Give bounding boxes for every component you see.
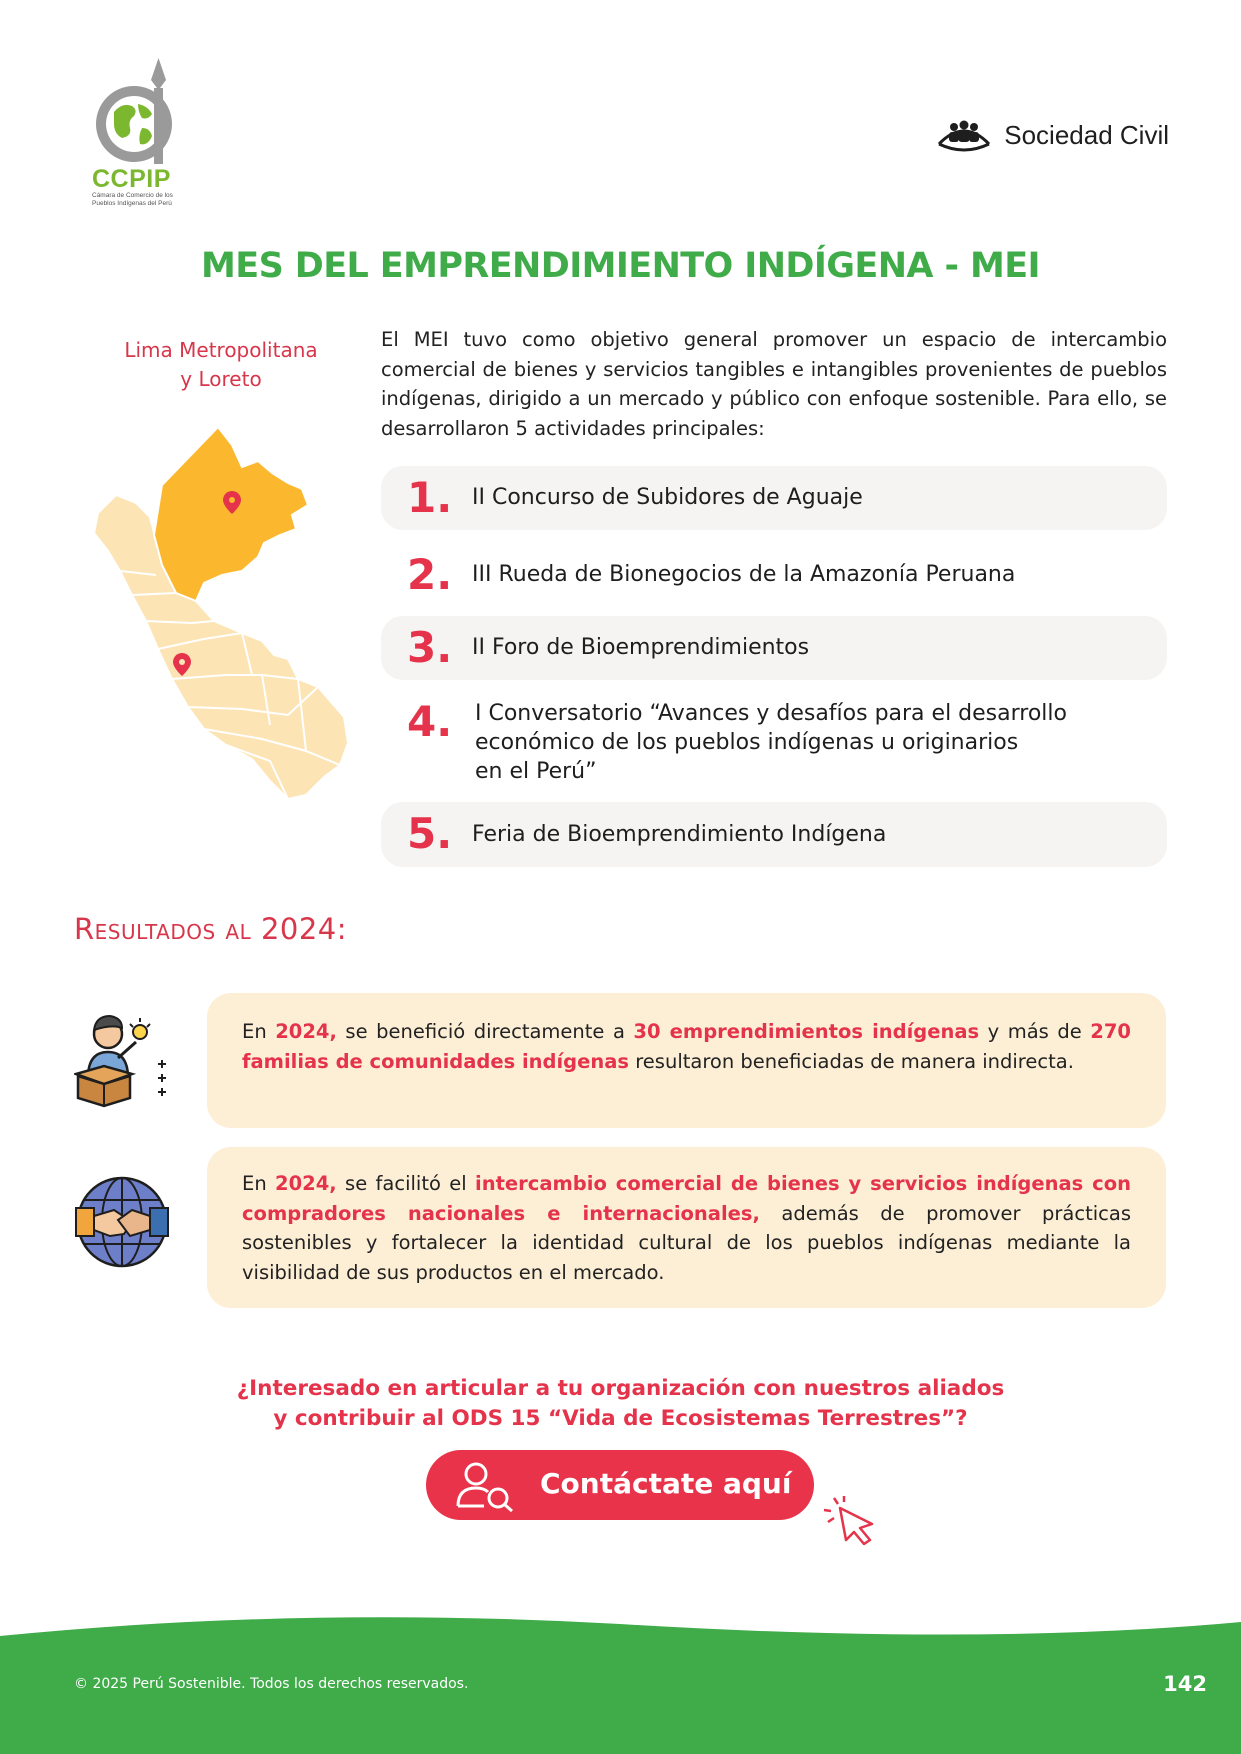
- activity-number: 2.: [407, 550, 453, 599]
- logo-subtitle-1: Cámara de Comercio de los: [92, 192, 173, 199]
- page-title: MES DEL EMPRENDIMIENTO INDÍGENA - MEI: [201, 246, 1040, 286]
- result-text-2: En 2024, se facilitó el intercambio comercial de bienes y servicios indígenas con compradores nacionales e internacionales, además de promover prácticas sostenibles y fortalecer la identidad cultural de los pueblos indígenas mediante la visibilidad de sus productos en el mercado.: [242, 1172, 1132, 1284]
- logo-text: [92, 166, 202, 208]
- cta-line-2: y contribuir al ODS 15 “Vida de Ecosistemas Terrestres”?: [273, 1406, 968, 1431]
- activity-number: 1.: [407, 473, 453, 522]
- activity-label: III Rueda de Bionegocios de la Amazonía Peruana: [472, 562, 1016, 587]
- activity-4: [381, 694, 1167, 794]
- highlight-families: 270 familias de comunidades indígenas: [242, 1020, 1131, 1073]
- highlight-year: 2024,: [275, 1172, 337, 1195]
- result-box-2: [207, 1147, 1166, 1308]
- cta-line-1: ¿Interesado en articular a tu organización con nuestros aliados: [236, 1376, 1005, 1401]
- region-label: [100, 336, 342, 394]
- sector-label: Sociedad Civil: [1004, 119, 1169, 150]
- activity-label: II Concurso de Subidores de Aguaje: [472, 485, 863, 510]
- activity-4-line-2: económico de los pueblos indígenas u originarios: [475, 730, 1019, 755]
- result-box-1: [207, 993, 1166, 1128]
- entrepreneur-idea-icon: [74, 1012, 170, 1108]
- highlight-entrepreneurships: 30 emprendimientos indígenas: [633, 1020, 980, 1043]
- page-number: 142: [1163, 1672, 1207, 1696]
- result-text-1: En 2024, se benefició directamente a 30 emprendimientos indígenas y más de 270 familias de comunidades indígenas resultaron beneficiadas de manera indirecta.: [242, 1020, 1131, 1073]
- activity-number: 4.: [407, 697, 453, 746]
- region-line-1: Lima Metropolitana: [124, 338, 318, 362]
- logo-subtitle-2: Pueblos Indígenas del Perú: [92, 200, 172, 207]
- activity-label: II Foro de Bioemprendimientos: [472, 635, 810, 660]
- region-line-2: y Loreto: [180, 367, 262, 391]
- peru-map: [92, 425, 354, 803]
- activity-label: [475, 699, 1067, 786]
- logo-name: CCPIP: [92, 165, 171, 193]
- activity-5: [381, 802, 1167, 867]
- highlight-exchange: intercambio comercial de bienes y servicios indígenas con compradores nacionales e internacionales,: [242, 1172, 1132, 1225]
- highlight-year: 2024,: [275, 1020, 337, 1043]
- ccpip-logo-icon: [92, 58, 202, 168]
- activity-3: [381, 616, 1167, 680]
- contact-button[interactable]: [426, 1450, 814, 1520]
- cursor-click-icon: [822, 1494, 882, 1546]
- global-handshake-icon: [74, 1174, 170, 1270]
- people-group-icon: [936, 118, 992, 152]
- activity-2: [381, 543, 1167, 607]
- contact-button-label: Contáctate aquí: [540, 1467, 792, 1500]
- results-heading: Resultados al 2024:: [74, 912, 348, 946]
- activity-1: [381, 466, 1167, 530]
- activity-number: 3.: [407, 623, 453, 672]
- activity-label: Feria de Bioemprendimiento Indígena: [472, 822, 887, 847]
- cta-question: [0, 1374, 1241, 1434]
- activity-4-line-1: I Conversatorio “Avances y desafíos para el desarrollo: [475, 701, 1067, 726]
- peru-map-icon: [92, 425, 354, 803]
- copyright: © 2025 Perú Sostenible. Todos los derechos reservados.: [74, 1676, 469, 1692]
- activity-4-line-3: en el Perú”: [475, 759, 597, 784]
- intro-paragraph: El MEI tuvo como objetivo general promover un espacio de intercambio comercial de bienes y servicios tangibles e intangibles provenientes de pueblos indígenas, dirigido a un mercado y público con enfoque sostenible. Para ello, se desarrollaron 5 actividades principales:: [381, 328, 1167, 440]
- user-search-icon: [454, 1460, 518, 1512]
- activity-number: 5.: [407, 809, 453, 858]
- sector-tag: [936, 118, 1169, 152]
